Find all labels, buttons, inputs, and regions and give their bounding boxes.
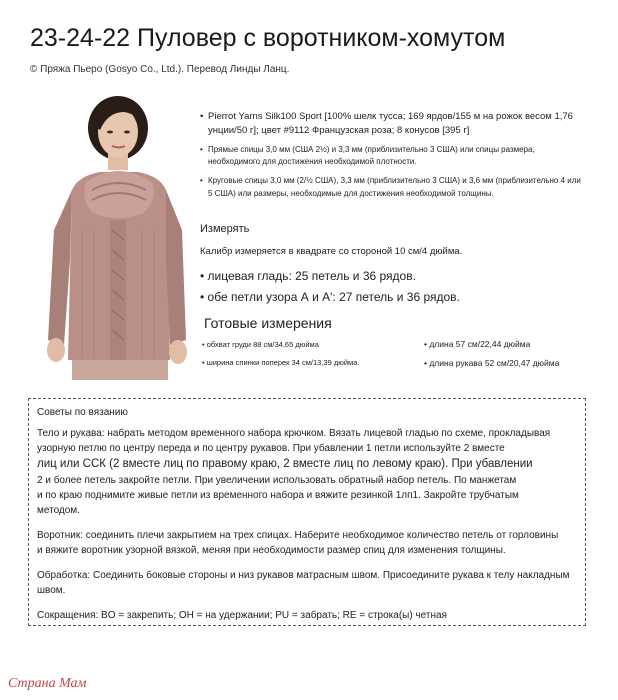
gauge-bullets xyxy=(200,266,460,308)
finished-chest: • обхват груди 88 см/34,65 дюйма xyxy=(202,340,319,349)
tips-body-line: и по краю поднимите живые петли из временного набора и вяжите резинкой 1лп1. Закройте трубчатым xyxy=(37,490,519,502)
page-title: 23-24-22 Пуловер с воротником-хомутом xyxy=(30,24,506,52)
finished-back: • ширина спинки поперек 34 см/13,39 дюйма. xyxy=(202,358,359,367)
tips-body-line: 2 и более петель закройте петли. При увеличении использовать обратный набор петель. По манжетам xyxy=(37,475,517,487)
tips-collar-line: и вяжите воротник узорной вязкой, меняя при необходимости размер спиц для изменения толщины. xyxy=(37,545,506,557)
gauge-heading: Измерять xyxy=(200,223,250,235)
tips-abbreviations: Сокращения: BO = закрепить; OH = на удержании; PU = забрать; RE = строка(ы) четная xyxy=(37,610,447,622)
tips-body-line: лиц или ССК (2 вместе лиц по правому краю, 2 вместе лиц по левому краю). При убавлении xyxy=(37,458,533,470)
gauge-bullet-stockinette: • лицевая гладь: 25 петель и 36 рядов. xyxy=(200,266,460,287)
gauge-bullet-pattern: • обе петли узора А и А': 27 петель и 36 рядов. xyxy=(200,287,460,308)
tips-body-line: узорную петлю по центру переда и по центру рукавов. При убавлении 1 петли используйте 2 вместе xyxy=(37,443,505,454)
copyright-byline: © Пряжа Пьеро (Gosyo Co., Ltd.). Перевод Линды Ланц. xyxy=(30,64,290,75)
finished-heading: Готовые измерения xyxy=(204,315,332,331)
materials-circular-needles: • Круговые спицы 3,0 мм (2/½ США), 3,3 мм (приблизительно 3 США) и 3,6 мм (приблизительно 4 или 5 США) или размеры, необходимые для достижения необходимой толщины. xyxy=(200,175,585,201)
model-photo xyxy=(42,90,190,380)
materials-yarn: • Pierrot Yarns Silk100 Sport [100% шелк тусса; 169 ярдов/155 м на рожок весом 1,76 унции/50 г]; цвет #9112 Французская роза; 8 конусов [395 г] xyxy=(200,110,585,138)
tips-body-line: Тело и рукава: набрать методом временного набора крючком. Вязать лицевой гладью по схеме, прокладывая xyxy=(37,428,551,439)
tips-body-line: методом. xyxy=(37,505,80,517)
materials-straight-needles: • Прямые спицы 3,0 мм (США 2½) и 3,3 мм (приблизительно 3 США) или спицы размера, необходимого для достижения необходимой плотности. xyxy=(200,144,585,170)
gauge-text: Калибр измеряется в квадрате со стороной 10 см/4 дюйма. xyxy=(200,246,463,257)
tips-finishing: Обработка: Соединить боковые стороны и низ рукавов матрасным швом. Присоедините рукава к телу накладным швом. xyxy=(37,570,570,597)
tips-heading: Советы по вязанию xyxy=(37,407,128,418)
site-watermark: Страна Мам xyxy=(8,676,87,691)
finished-length: • длина 57 см/22,44 дюйма xyxy=(424,339,530,349)
knitting-tips-box xyxy=(28,398,586,626)
tips-collar-line: Воротник: соединить плечи закрытием на трех спицах. Наберите необходимое количество петель от горловины xyxy=(37,530,559,542)
finished-sleeve: • длина рукава 52 см/20,47 дюйма xyxy=(424,358,559,368)
materials-list xyxy=(200,110,585,207)
